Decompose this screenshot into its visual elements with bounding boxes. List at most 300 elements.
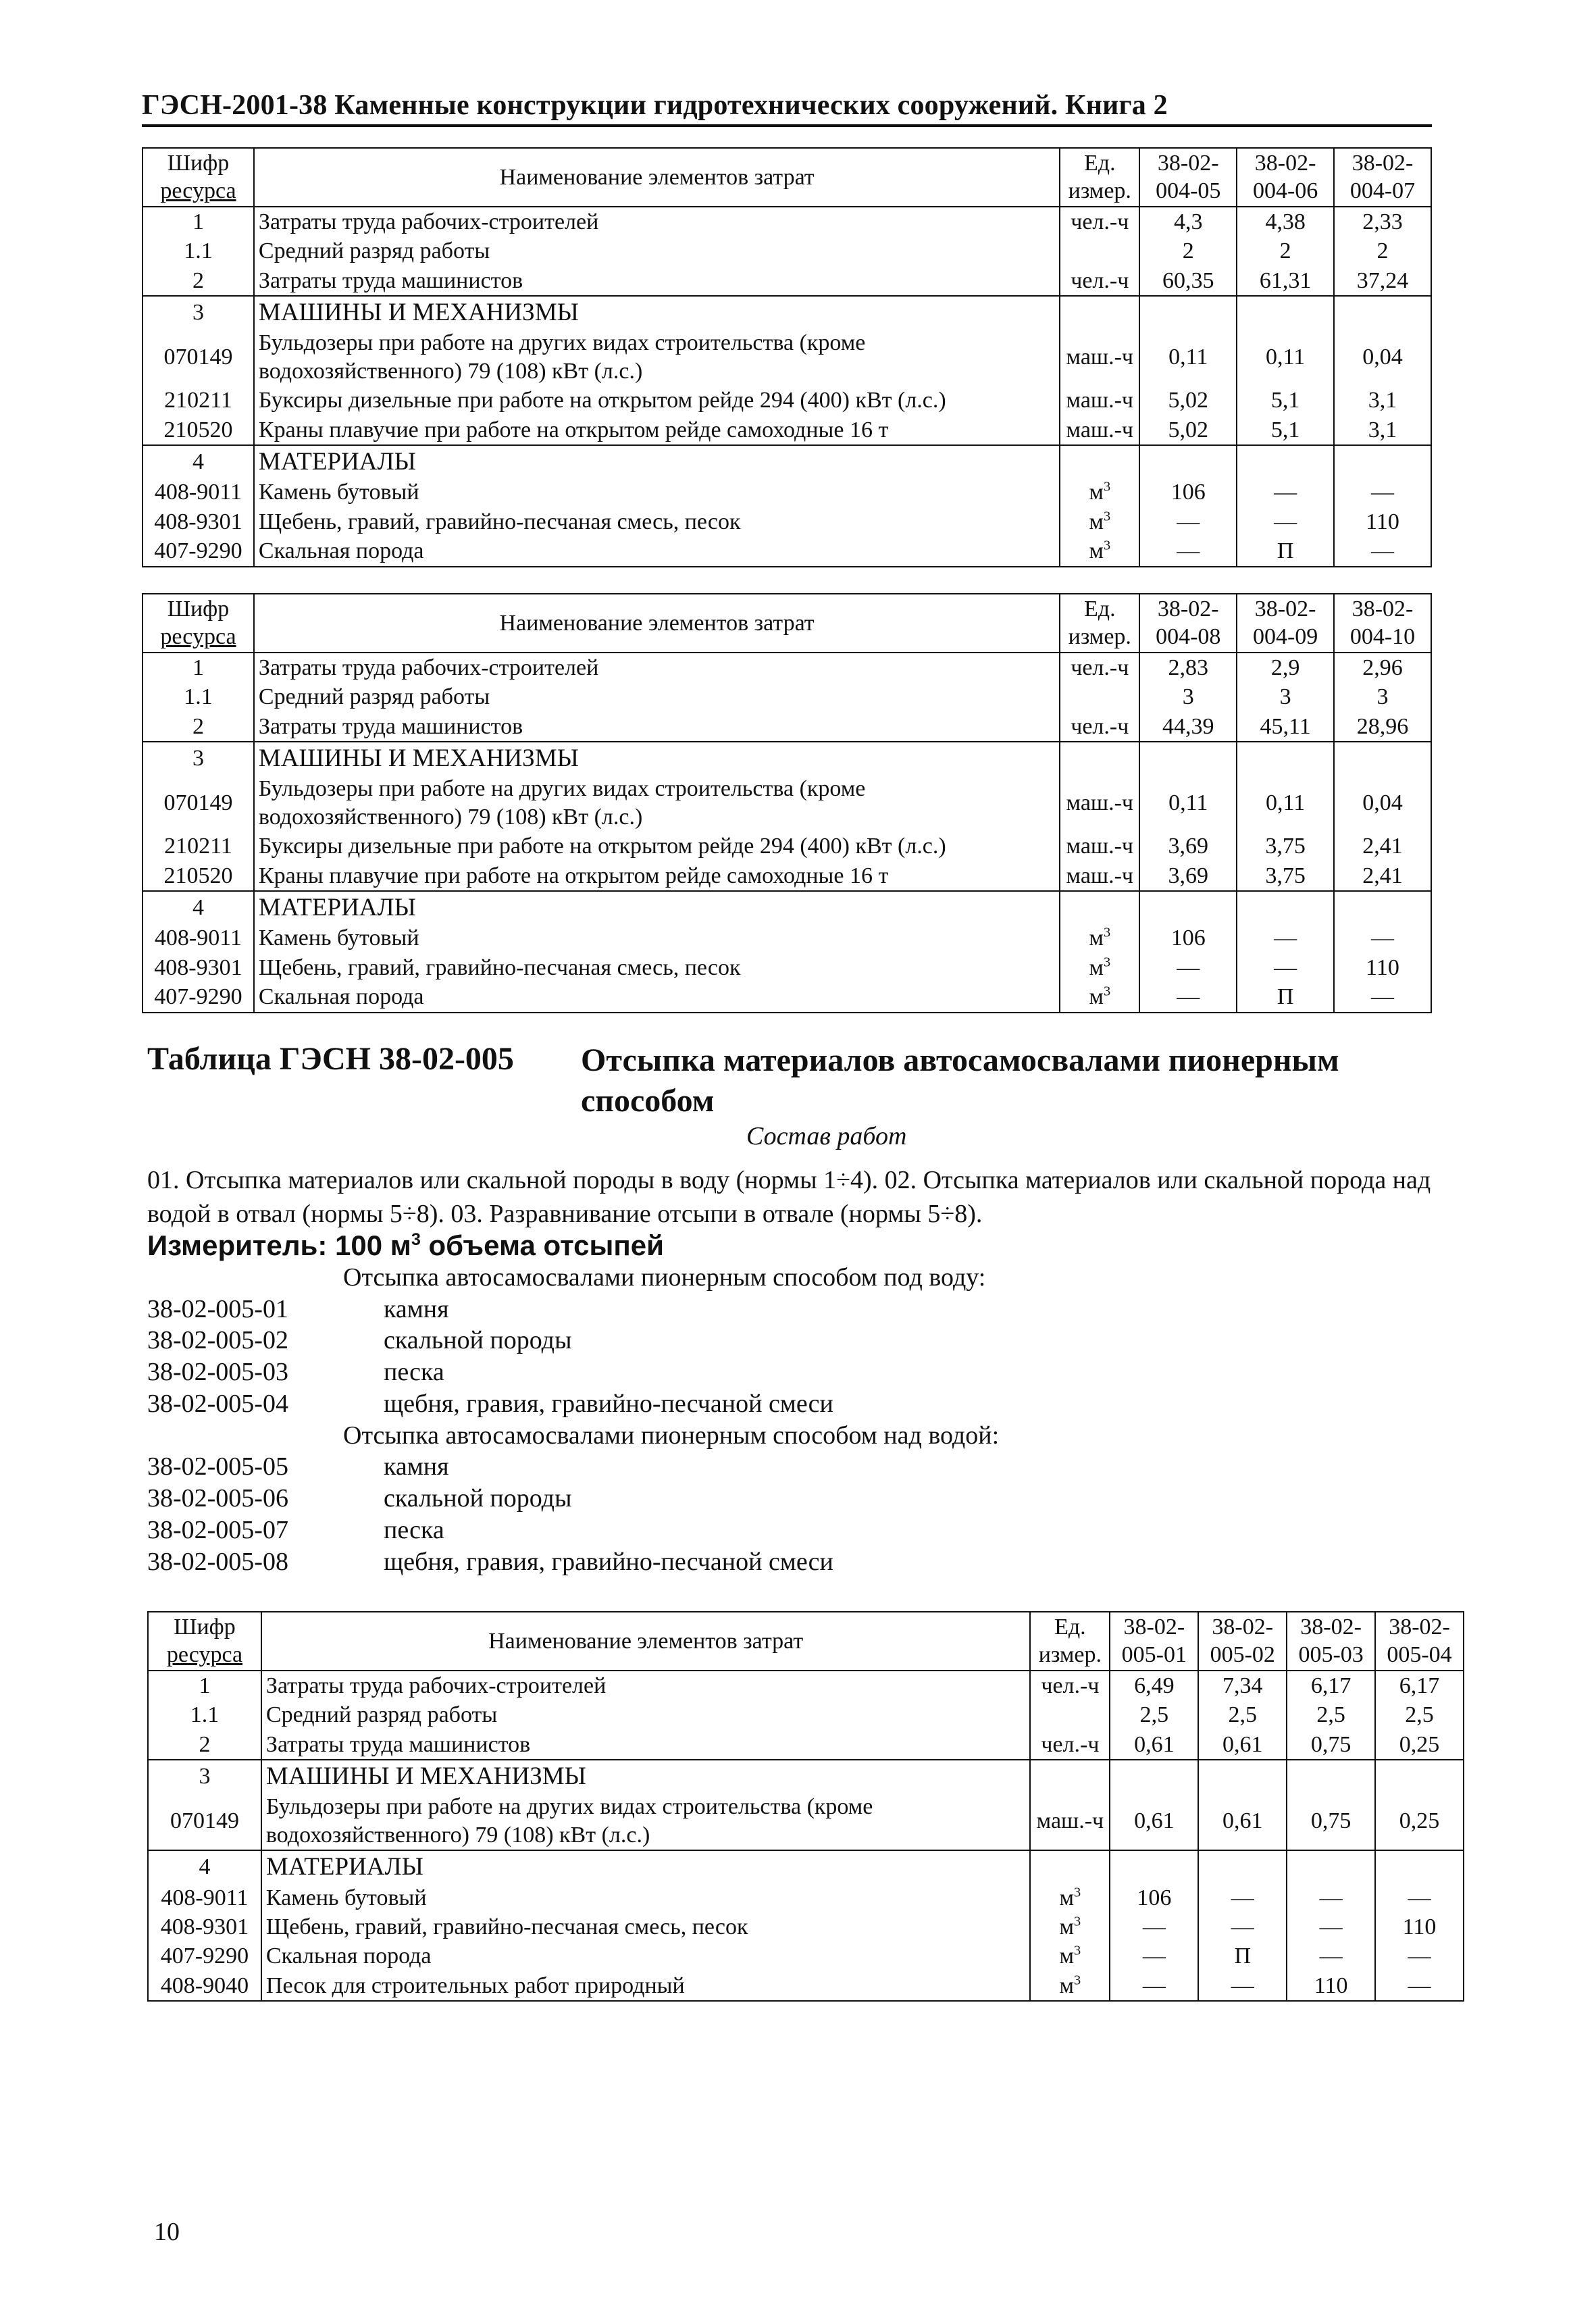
resource-table-004-05-07	[142, 147, 1432, 567]
col-code-header	[143, 148, 254, 207]
norm-column-header	[1334, 594, 1431, 653]
norm-value: 5,1	[1237, 386, 1334, 415]
norm-value: 3,69	[1139, 832, 1237, 861]
resource-code: 408-9011	[143, 478, 254, 507]
norm-list-name: камня	[384, 1452, 449, 1481]
col-name-header: Наименование элементов затрат	[254, 594, 1060, 653]
unit-text: маш.-ч	[1036, 1808, 1104, 1834]
norm-value: —	[1287, 1941, 1375, 1971]
unit-text: маш.-ч	[1066, 417, 1134, 442]
col-code-line1: Шифр	[174, 1615, 236, 1640]
norm-column-header	[1110, 1612, 1198, 1671]
resource-code: 407-9290	[143, 982, 254, 1012]
norm-value: 0,25	[1375, 1792, 1464, 1850]
norm-value: 0,11	[1139, 774, 1237, 832]
table-row	[143, 712, 1431, 742]
resource-code: 407-9290	[148, 1941, 261, 1971]
col-code-line2: ресурса	[160, 178, 236, 204]
norm-prefix: 38-02-	[1352, 596, 1414, 621]
norm-prefix: 38-02-	[1389, 1615, 1450, 1640]
table-row	[143, 296, 1431, 328]
resource-code: 210211	[143, 832, 254, 861]
norm-value: 0,11	[1139, 328, 1237, 386]
resource-code: 3	[143, 742, 254, 774]
resource-name: Буксиры дизельные при работе на открытом рейде 294 (400) кВт (л.с.)	[254, 832, 1060, 861]
norm-value: 3,75	[1237, 861, 1334, 891]
resource-name: Средний разряд работы	[254, 682, 1060, 711]
unit	[1060, 682, 1139, 711]
unit-text: м	[1059, 1943, 1075, 1969]
resource-table-005-01-04	[147, 1611, 1464, 2002]
col-unit-header	[1060, 594, 1139, 653]
unit	[1060, 207, 1139, 236]
table-row	[143, 891, 1431, 923]
resource-code: 408-9301	[143, 953, 254, 982]
norm-value: 106	[1139, 923, 1237, 952]
norm-code: 004-07	[1349, 178, 1416, 204]
resource-code: 4	[143, 445, 254, 478]
measure-sup: 3	[411, 1230, 421, 1249]
unit-sup: 3	[1103, 984, 1111, 1000]
norm-value	[1198, 1850, 1287, 1883]
norm-value	[1237, 742, 1334, 774]
norm-column-header	[1139, 148, 1237, 207]
norm-list-code: 38-02-005-03	[147, 1358, 288, 1387]
norm-list-item	[147, 1451, 1431, 1483]
norm-code: 005-02	[1210, 1642, 1275, 1668]
norm-value: 61,31	[1237, 266, 1334, 296]
unit	[1060, 742, 1139, 774]
resource-name: Щебень, гравий, гравийно-песчаная смесь, песок	[254, 953, 1060, 982]
norm-value: 4,38	[1237, 207, 1334, 236]
unit-text: чел.-ч	[1041, 1673, 1100, 1698]
table-header-row	[143, 594, 1431, 653]
norm-value: —	[1375, 1971, 1464, 2001]
norm-column-header	[1139, 594, 1237, 653]
resource-code: 408-9301	[143, 507, 254, 536]
unit-sup: 3	[1074, 1973, 1081, 1988]
section-title: МАШИНЫ И МЕХАНИЗМЫ	[254, 742, 1060, 774]
col-unit-line2: измер.	[1038, 1642, 1102, 1668]
resource-name: Щебень, гравий, гравийно-песчаная смесь, песок	[254, 507, 1060, 536]
norm-value: —	[1198, 1883, 1287, 1912]
resource-name: Бульдозеры при работе на других видах строительства (кроме водохозяйственного) 79 (108) кВт (л.с.)	[261, 1792, 1030, 1850]
norm-value: 2,83	[1139, 653, 1237, 682]
norm-column-header	[1375, 1612, 1464, 1671]
resource-code: 070149	[143, 328, 254, 386]
unit-sup: 3	[1074, 1914, 1081, 1929]
table-row	[148, 1760, 1464, 1792]
table-row	[148, 1912, 1464, 1941]
norm-value: —	[1375, 1941, 1464, 1971]
norm-prefix: 38-02-	[1254, 596, 1316, 621]
norm-value: —	[1110, 1941, 1198, 1971]
unit-text: м	[1059, 1973, 1075, 1998]
unit	[1060, 653, 1139, 682]
norm-value: —	[1139, 953, 1237, 982]
unit	[1060, 266, 1139, 296]
norm-value: 4,3	[1139, 207, 1237, 236]
norm-list-name: скальной породы	[384, 1326, 572, 1355]
table-header-row	[148, 1612, 1464, 1671]
resource-code: 4	[143, 891, 254, 923]
norm-list-name: скальной породы	[384, 1484, 572, 1513]
norm-prefix: 38-02-	[1212, 1615, 1274, 1640]
table-row	[143, 536, 1431, 566]
norm-value: 0,75	[1287, 1792, 1375, 1850]
norm-value	[1139, 445, 1237, 478]
norm-value: 5,02	[1139, 415, 1237, 445]
table-row	[143, 236, 1431, 265]
norm-value: 6,17	[1375, 1671, 1464, 1700]
table-row	[148, 1730, 1464, 1760]
norm-value: 2	[1334, 236, 1431, 265]
norm-value: 28,96	[1334, 712, 1431, 742]
norm-value: 2,5	[1375, 1700, 1464, 1729]
resource-name: Затраты труда машинистов	[261, 1730, 1030, 1760]
section-title: МАШИНЫ И МЕХАНИЗМЫ	[261, 1760, 1030, 1792]
norm-value: 6,17	[1287, 1671, 1375, 1700]
resource-name: Скальная порода	[254, 982, 1060, 1012]
norm-prefix: 38-02-	[1300, 1615, 1362, 1640]
norm-prefix: 38-02-	[1254, 151, 1316, 176]
measure-prefix: Измеритель: 100 м	[147, 1229, 411, 1261]
norm-value: 0,61	[1110, 1730, 1198, 1760]
unit	[1060, 328, 1139, 386]
norm-value: 0,61	[1110, 1792, 1198, 1850]
norm-value: 45,11	[1237, 712, 1334, 742]
col-code-line1: Шифр	[167, 151, 230, 176]
unit	[1030, 1850, 1110, 1883]
resource-name: Затраты труда рабочих-строителей	[261, 1671, 1030, 1700]
norm-value	[1139, 296, 1237, 328]
resource-code: 1	[143, 653, 254, 682]
norm-value: 110	[1334, 953, 1431, 982]
norm-value: 7,34	[1198, 1671, 1287, 1700]
norm-list-item	[147, 1515, 1431, 1546]
section-title: МАШИНЫ И МЕХАНИЗМЫ	[254, 296, 1060, 328]
unit	[1060, 712, 1139, 742]
unit	[1060, 774, 1139, 832]
table-row	[143, 207, 1431, 236]
resource-name: Затраты труда рабочих-строителей	[254, 653, 1060, 682]
unit-text: м	[1089, 480, 1104, 505]
norm-list-code: 38-02-005-07	[147, 1515, 288, 1544]
norm-value: 110	[1375, 1912, 1464, 1941]
norm-list-name: песка	[384, 1515, 444, 1544]
norm-value: —	[1237, 923, 1334, 952]
table-row	[143, 832, 1431, 861]
norm-value: —	[1139, 536, 1237, 566]
resource-code: 408-9301	[148, 1912, 261, 1941]
table-row	[143, 774, 1431, 832]
table-row	[143, 742, 1431, 774]
unit	[1060, 953, 1139, 982]
norm-value: 37,24	[1334, 266, 1431, 296]
unit	[1030, 1700, 1110, 1729]
resource-code: 408-9040	[148, 1971, 261, 2001]
unit	[1060, 386, 1139, 415]
unit-text: маш.-ч	[1066, 388, 1134, 413]
unit-text: маш.-ч	[1066, 345, 1134, 370]
measure-suffix: объема отсыпей	[420, 1229, 664, 1261]
norm-value: —	[1334, 982, 1431, 1012]
norm-code: 004-05	[1156, 178, 1221, 204]
resource-code: 070149	[143, 774, 254, 832]
section-title: МАТЕРИАЛЫ	[261, 1850, 1030, 1883]
resource-name: Затраты труда машинистов	[254, 266, 1060, 296]
norm-list-code: 38-02-005-06	[147, 1484, 288, 1513]
resource-table-004-08-10	[142, 593, 1432, 1013]
resource-name: Бульдозеры при работе на других видах строительства (кроме водохозяйственного) 79 (108) кВт (л.с.)	[254, 774, 1060, 832]
resource-code: 1.1	[143, 236, 254, 265]
norm-list-item	[147, 1388, 1431, 1420]
resource-name: Краны плавучие при работе на открытом рейде самоходные 16 т	[254, 415, 1060, 445]
unit	[1060, 982, 1139, 1012]
norm-prefix: 38-02-	[1352, 151, 1414, 176]
col-unit-header	[1060, 148, 1139, 207]
norm-value: 3	[1334, 682, 1431, 711]
norm-column-header	[1237, 148, 1334, 207]
unit	[1060, 923, 1139, 952]
norm-value: —	[1237, 507, 1334, 536]
table-row	[143, 478, 1431, 507]
table-row	[143, 328, 1431, 386]
norm-list-code: 38-02-005-04	[147, 1389, 288, 1418]
norm-value: 60,35	[1139, 266, 1237, 296]
table-row	[143, 923, 1431, 952]
unit	[1030, 1912, 1110, 1941]
resource-code: 210520	[143, 861, 254, 891]
resource-name: Камень бутовый	[254, 478, 1060, 507]
col-code-line2: ресурса	[166, 1642, 243, 1668]
section-title: МАТЕРИАЛЫ	[254, 445, 1060, 478]
norm-list-name: щебня, гравия, гравийно-песчаной смеси	[384, 1547, 833, 1576]
page-number: 10	[154, 2218, 180, 2246]
norm-value: —	[1110, 1912, 1198, 1941]
norm-value: 106	[1139, 478, 1237, 507]
table-row	[143, 266, 1431, 296]
norm-value: —	[1287, 1912, 1375, 1941]
unit-text: чел.-ч	[1071, 268, 1129, 293]
resource-code: 2	[143, 266, 254, 296]
norm-value: 2,9	[1237, 653, 1334, 682]
resource-code: 1.1	[148, 1700, 261, 1729]
norm-value: 0,25	[1375, 1730, 1464, 1760]
resource-name: Затраты труда рабочих-строителей	[254, 207, 1060, 236]
norm-value: —	[1237, 478, 1334, 507]
resource-code: 2	[143, 712, 254, 742]
resource-name: Щебень, гравий, гравийно-песчаная смесь, песок	[261, 1912, 1030, 1941]
unit-text: м	[1059, 1885, 1075, 1910]
norm-value: —	[1198, 1971, 1287, 2001]
norm-code: 005-03	[1298, 1642, 1364, 1668]
norm-list-name: камня	[384, 1294, 449, 1323]
norm-value: 2,41	[1334, 861, 1431, 891]
norm-value: 3	[1237, 682, 1334, 711]
resource-code: 4	[148, 1850, 261, 1883]
table-row	[148, 1850, 1464, 1883]
table-row	[143, 982, 1431, 1012]
norm-list-item	[147, 1483, 1431, 1515]
resource-code: 210211	[143, 386, 254, 415]
norm-value	[1334, 891, 1431, 923]
norm-value: 2,5	[1198, 1700, 1287, 1729]
unit-text: м	[1089, 955, 1104, 980]
norm-value: 0,04	[1334, 774, 1431, 832]
unit-text: м	[1089, 538, 1104, 564]
norm-value	[1287, 1760, 1375, 1792]
norm-list-item	[147, 1546, 1431, 1578]
resource-name: Краны плавучие при работе на открытом рейде самоходные 16 т	[254, 861, 1060, 891]
norm-value: 2,96	[1334, 653, 1431, 682]
norm-value: —	[1110, 1971, 1198, 2001]
norm-value: 2,33	[1334, 207, 1431, 236]
works-description: 01. Отсыпка материалов или скальной породы в воду (нормы 1÷4). 02. Отсыпка материалов или скальной порода над водой в отвал (нормы 5÷8). 03. Разравнивание отсыпи в отвале (нормы 5÷8).	[147, 1166, 1431, 1229]
col-name-header: Наименование элементов затрат	[254, 148, 1060, 207]
norm-value	[1198, 1760, 1287, 1792]
norm-value	[1334, 742, 1431, 774]
unit	[1060, 296, 1139, 328]
unit	[1030, 1883, 1110, 1912]
resource-code: 3	[148, 1760, 261, 1792]
unit-sup: 3	[1074, 1943, 1081, 1959]
norm-column-header	[1237, 594, 1334, 653]
col-code-header	[148, 1612, 261, 1671]
norm-code: 004-06	[1252, 178, 1318, 204]
norm-value: 0,11	[1237, 774, 1334, 832]
norm-prefix: 38-02-	[1157, 151, 1219, 176]
norm-prefix: 38-02-	[1123, 1615, 1185, 1640]
table-title: Таблица ГЭСН 38-02-005	[147, 1041, 514, 1077]
norm-value: 5,1	[1237, 415, 1334, 445]
norm-value: 110	[1334, 507, 1431, 536]
resource-name: Камень бутовый	[254, 923, 1060, 952]
table-row	[148, 1671, 1464, 1700]
norm-value: П	[1237, 536, 1334, 566]
table-row	[143, 682, 1431, 711]
unit-text: маш.-ч	[1066, 863, 1134, 888]
resource-name: Бульдозеры при работе на других видах строительства (кроме водохозяйственного) 79 (108) кВт (л.с.)	[254, 328, 1060, 386]
norm-value: 6,49	[1110, 1671, 1198, 1700]
norm-value: 0,04	[1334, 328, 1431, 386]
norm-value: 3,75	[1237, 832, 1334, 861]
unit-text: м	[1089, 509, 1104, 534]
resource-code: 1.1	[143, 682, 254, 711]
norm-list-code: 38-02-005-08	[147, 1547, 288, 1576]
norm-group-title: Отсыпка автосамосвалами пионерным способом под воду:	[343, 1263, 986, 1292]
norm-code: 005-04	[1387, 1642, 1452, 1668]
norm-value: 44,39	[1139, 712, 1237, 742]
measure-line	[147, 1229, 664, 1262]
norm-value: 0,61	[1198, 1792, 1287, 1850]
norm-list-item	[147, 1325, 1431, 1356]
norm-value: —	[1139, 507, 1237, 536]
unit	[1060, 891, 1139, 923]
resource-code: 408-9011	[143, 923, 254, 952]
unit	[1060, 536, 1139, 566]
unit	[1060, 507, 1139, 536]
norm-value: —	[1287, 1883, 1375, 1912]
norm-value	[1334, 296, 1431, 328]
norm-value: П	[1198, 1941, 1287, 1971]
norm-column-header	[1198, 1612, 1287, 1671]
unit-text: чел.-ч	[1071, 655, 1129, 680]
resource-code: 210520	[143, 415, 254, 445]
col-unit-line1: Ед.	[1054, 1615, 1086, 1640]
norm-value	[1139, 742, 1237, 774]
table-row	[148, 1971, 1464, 2001]
section-title: МАТЕРИАЛЫ	[254, 891, 1060, 923]
resource-name: Буксиры дизельные при работе на открытом рейде 294 (400) кВт (л.с.)	[254, 386, 1060, 415]
norm-code: 004-09	[1252, 624, 1318, 650]
norm-list-code: 38-02-005-05	[147, 1452, 288, 1481]
table-row	[143, 861, 1431, 891]
norm-value	[1110, 1760, 1198, 1792]
unit-text: м	[1089, 984, 1104, 1010]
unit	[1030, 1971, 1110, 2001]
unit	[1030, 1671, 1110, 1700]
page-header: ГЭСН-2001-38 Каменные конструкции гидротехнических сооружений. Книга 2	[142, 89, 1432, 127]
resource-code: 2	[148, 1730, 261, 1760]
norm-value: —	[1139, 982, 1237, 1012]
unit-sup: 3	[1074, 1885, 1081, 1900]
unit	[1060, 415, 1139, 445]
norm-column-header	[1287, 1612, 1375, 1671]
table-row	[143, 953, 1431, 982]
norm-value: —	[1334, 923, 1431, 952]
norm-code: 005-01	[1121, 1642, 1187, 1668]
norm-value	[1237, 445, 1334, 478]
norm-value: 2,41	[1334, 832, 1431, 861]
norm-prefix: 38-02-	[1157, 596, 1219, 621]
resource-code: 3	[143, 296, 254, 328]
norm-value: 3,1	[1334, 386, 1431, 415]
norm-list-code: 38-02-005-02	[147, 1326, 288, 1355]
unit-sup: 3	[1103, 480, 1111, 495]
unit	[1060, 832, 1139, 861]
norm-value: 106	[1110, 1883, 1198, 1912]
norm-list-name: щебня, гравия, гравийно-песчаной смеси	[384, 1389, 833, 1418]
col-unit-line2: измер.	[1068, 178, 1131, 204]
unit	[1030, 1792, 1110, 1850]
col-unit-header	[1030, 1612, 1110, 1671]
unit-sup: 3	[1103, 955, 1111, 970]
col-code-line1: Шифр	[167, 596, 230, 621]
norm-value: 3,69	[1139, 861, 1237, 891]
norm-value: 110	[1287, 1971, 1375, 2001]
norm-value	[1375, 1850, 1464, 1883]
table-header-row	[143, 148, 1431, 207]
resource-code: 408-9011	[148, 1883, 261, 1912]
norm-value: П	[1237, 982, 1334, 1012]
table-row	[148, 1700, 1464, 1729]
works-heading: Состав работ	[746, 1122, 907, 1150]
resource-code: 1	[143, 207, 254, 236]
norm-list-code: 38-02-005-01	[147, 1294, 288, 1323]
norm-value	[1139, 891, 1237, 923]
norm-column-header	[1334, 148, 1431, 207]
unit-sup: 3	[1103, 538, 1111, 554]
table-subtitle: Отсыпка материалов автосамосвалами пионерным способом	[581, 1042, 1339, 1119]
norm-group-title: Отсыпка автосамосвалами пионерным способом над водой:	[343, 1421, 1000, 1450]
unit-text: м	[1089, 925, 1104, 951]
unit-sup: 3	[1103, 509, 1111, 524]
norm-value	[1237, 891, 1334, 923]
resource-name: Средний разряд работы	[254, 236, 1060, 265]
unit-text: чел.-ч	[1041, 1731, 1100, 1757]
norm-value: 0,75	[1287, 1730, 1375, 1760]
